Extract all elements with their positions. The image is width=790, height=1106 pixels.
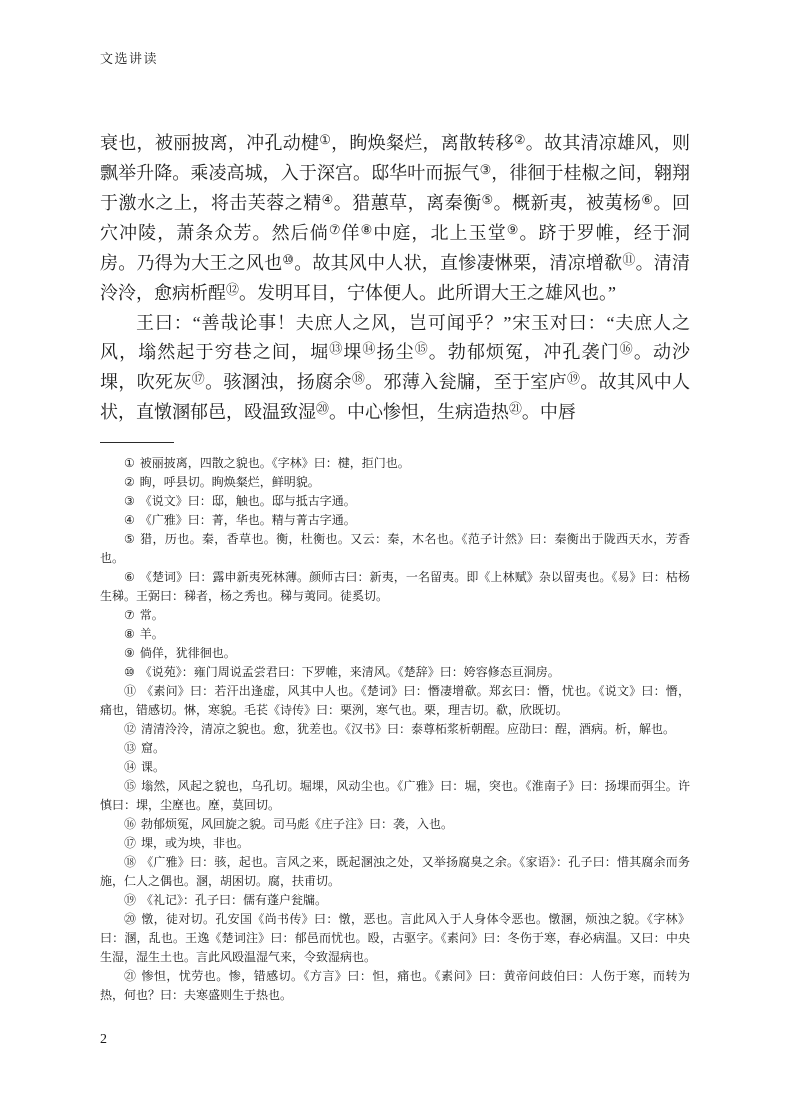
footnote-divider — [100, 442, 174, 443]
footnote-marker: ⑩ — [124, 665, 135, 679]
footnote-ref: ⑬ — [329, 341, 344, 357]
footnote-text: 窟。 — [141, 741, 166, 755]
footnote — [100, 815, 690, 834]
footnote — [100, 454, 690, 473]
footnote-ref: ⑦ — [328, 222, 342, 238]
footnote-marker: ⑱ — [124, 855, 137, 869]
footnote — [100, 473, 690, 492]
footnote — [100, 910, 690, 967]
footnote-ref: ② — [513, 132, 526, 148]
footnote-marker: ⑭ — [124, 760, 137, 774]
footnote-ref: ⑭ — [362, 341, 377, 357]
footnote-text: 《广雅》曰：菁，华也。精与菁古字通。 — [139, 513, 356, 527]
footnote-marker: ④ — [124, 513, 135, 527]
footnote — [100, 967, 690, 1005]
footnote — [100, 492, 690, 511]
footnote-text: 惨怛，忧劳也。惨，错感切。《方言》曰：怛，痛也。《素问》曰：黄帝问歧伯曰：人伤于寒，而转为热，何也？曰：夫寒盛则生于热也。 — [100, 969, 690, 1002]
footnote-marker: ⑫ — [124, 722, 137, 736]
footnote — [100, 758, 690, 777]
footnote — [100, 834, 690, 853]
footnote-marker: ⑧ — [124, 627, 135, 641]
footnote — [100, 777, 690, 815]
footnote — [100, 853, 690, 891]
footnote — [100, 625, 690, 644]
footnote-marker: ⑥ — [124, 570, 135, 584]
footnote-text: 塕然，风起之貌也，乌孔切。堀堁，风动尘也。《广雅》曰：堀，突也。《淮南子》曰：扬堁而弭尘。许慎曰：堁，尘塺也。塺，莫回切。 — [100, 779, 690, 812]
footnote-text: 《说苑》：雍门周说孟尝君曰：下罗帷，来清风。《楚辞》曰：姱容修态亘洞房。 — [139, 665, 560, 679]
page-number: 2 — [100, 1032, 107, 1047]
footnote-marker: ⑨ — [124, 646, 135, 660]
footnote-text: 《素问》曰：若汗出逢虚，风其中人也。《楚词》曰：憯凄增欷。郑玄曰：憯，忧也。《说文》曰：憯，痛也，错感切。惏，寒貌。毛苌《诗传》曰：栗洌，寒气也。栗，理吉切。欷，欣既切。 — [100, 684, 690, 717]
footnote-marker: ⑮ — [124, 779, 137, 793]
footnote — [100, 511, 690, 530]
paragraph: 衰也，被丽披离，冲孔动楗①，眴焕粲烂，离散转移②。故其清凉雄风，则飘举升降。乘凌高城，入于深宫。邸华叶而振气③，徘徊于桂椒之间，翱翔于激水之上，将击芙蓉之精④。猎蕙草，离秦衡⑤。概新夷，被荑杨⑥。回穴冲陵，萧条众芳。然后倘⑦佯⑧中庭，北上玉堂⑨。跻于罗帷，经于洞房。乃得为大王之风也⑩。故其风中人状，直惨凄惏栗，清凉增欷⑪。清清泠泠，愈病析酲⑫。发明耳目，宁体便人。此所谓大王之雄风也。” — [100, 132, 691, 303]
footnote-ref: ① — [319, 132, 332, 148]
footnote-ref: ⑤ — [481, 192, 494, 208]
footnote — [100, 663, 690, 682]
paragraph: 王曰：“善哉论事！夫庶人之风，岂可闻乎？”宋玉对曰：“夫庶人之风，塕然起于穷巷之间，堀⑬堁⑭扬尘⑮。勃郁烦冤，冲孔袭门⑯。动沙堁，吹死灰⑰。骇溷浊，扬腐余⑱。邪薄入瓮牖，至于室庐⑲。故其风中人状，直憞溷郁邑，殴温致湿⑳。中心惨怛，生病造热$^㉑$。中唇 — [100, 313, 691, 422]
footnote-text: 羊。 — [139, 627, 164, 641]
footnote — [100, 891, 690, 910]
footnote-text: 猎，历也。秦，香草也。衡，杜衡也。又云：秦，木名也。《范子计然》曰：秦衡出于陇西天水，芳香也。 — [100, 532, 690, 565]
footnote-marker: ⑯ — [124, 817, 137, 831]
footnote-marker: ⑳ — [124, 912, 137, 926]
footnote-text: 眴，呼县切。眴焕粲烂，鲜明貌。 — [139, 475, 320, 489]
footnote-ref: ⑲ — [567, 371, 581, 387]
footnote-ref: ⑱ — [351, 371, 366, 387]
footnote-ref: ⑰ — [191, 371, 206, 387]
footnote-ref: ③ — [479, 162, 492, 178]
footnote-ref: ⑧ — [360, 222, 374, 238]
footnote — [100, 606, 690, 625]
footnote-ref: ⑪ — [622, 252, 636, 268]
footnote-text: 堁，或为坱，非也。 — [141, 836, 250, 850]
footnote-marker: ② — [124, 475, 135, 489]
footnote-marker: ⑪ — [124, 684, 137, 698]
footnote-text: 《礼记》：孔子曰：儒有蓬户瓮牖。 — [141, 893, 328, 907]
footnote-text: 课。 — [141, 760, 166, 774]
footnote-ref: ⑳ — [316, 401, 329, 417]
footnote-marker: ① — [124, 456, 135, 470]
running-header: 文选讲读 — [100, 51, 159, 66]
footnote-marker: ⑰ — [124, 836, 137, 850]
footnote-marker: ⑲ — [124, 893, 137, 907]
footnote-text: 憞，徒对切。孔安国《尚书传》曰：憞，恶也。言此风入于人身体令恶也。憞溷，烦浊之貌。《字林》曰：溷，乱也。王逸《楚词注》曰：郁邑而忧也。殴，古驱字。《素问》曰：冬伤于寒，春必病温。又曰：中央生湿，湿生土也。言此风殴温湿气来，令致湿病也。 — [100, 912, 690, 964]
footnote-ref: ㉑ — [508, 401, 522, 417]
footnote-text: 被丽披离，四散之貌也。《字林》曰：楗，拒门也。 — [139, 456, 410, 470]
footnote — [100, 682, 690, 720]
footnote-ref: ⑩ — [282, 252, 295, 268]
footnote-text: 勃郁烦冤，风回旋之貌。司马彪《庄子注》曰：袭，入也。 — [141, 817, 454, 831]
footnote — [100, 530, 690, 568]
footnote-marker: ⑤ — [124, 532, 136, 546]
footnote-ref: ⑮ — [414, 341, 429, 357]
main-text — [100, 129, 690, 428]
footnote-marker: ㉑ — [124, 969, 137, 983]
footnote-ref: ⑥ — [641, 192, 654, 208]
footnote-ref: ⑯ — [619, 341, 634, 357]
footnote-text: 《说文》曰：邸，触也。邸与抵古字通。 — [139, 494, 356, 508]
footnote-ref: ⑨ — [506, 222, 520, 238]
footnote — [100, 644, 690, 663]
footnote — [100, 568, 690, 606]
footnote — [100, 739, 690, 758]
footnote-ref: ④ — [321, 192, 334, 208]
footnote-text: 清清泠泠，清凉之貌也。愈，犹差也。《汉书》曰：泰尊柘浆析朝酲。应劭曰：酲，酒病。析，解也。 — [141, 722, 676, 736]
footnote-text: 《广雅》曰：骇，起也。言风之来，既起溷浊之处，又举扬腐臭之余。《家语》：孔子曰：惜其腐余而务施，仁人之偶也。溷，胡困切。腐，扶甫切。 — [100, 855, 690, 888]
footnote-ref: ⑫ — [226, 282, 239, 298]
footnote-text: 《楚词》曰：露申新夷死林薄。颜师古曰：新夷，一名留夷。即《上林赋》杂以留夷也。《易》曰：枯杨生稊。王弼曰：稊者，杨之秀也。稊与荑同。徒奚切。 — [100, 570, 690, 603]
footnote-text: 倘佯，犹徘徊也。 — [139, 646, 236, 660]
footnote-marker: ⑬ — [124, 741, 137, 755]
footnote-marker: ⑦ — [124, 608, 135, 622]
footnote-marker: ③ — [124, 494, 135, 508]
footnotes — [100, 454, 690, 1005]
footnote-text: 常。 — [139, 608, 164, 622]
footnote — [100, 720, 690, 739]
